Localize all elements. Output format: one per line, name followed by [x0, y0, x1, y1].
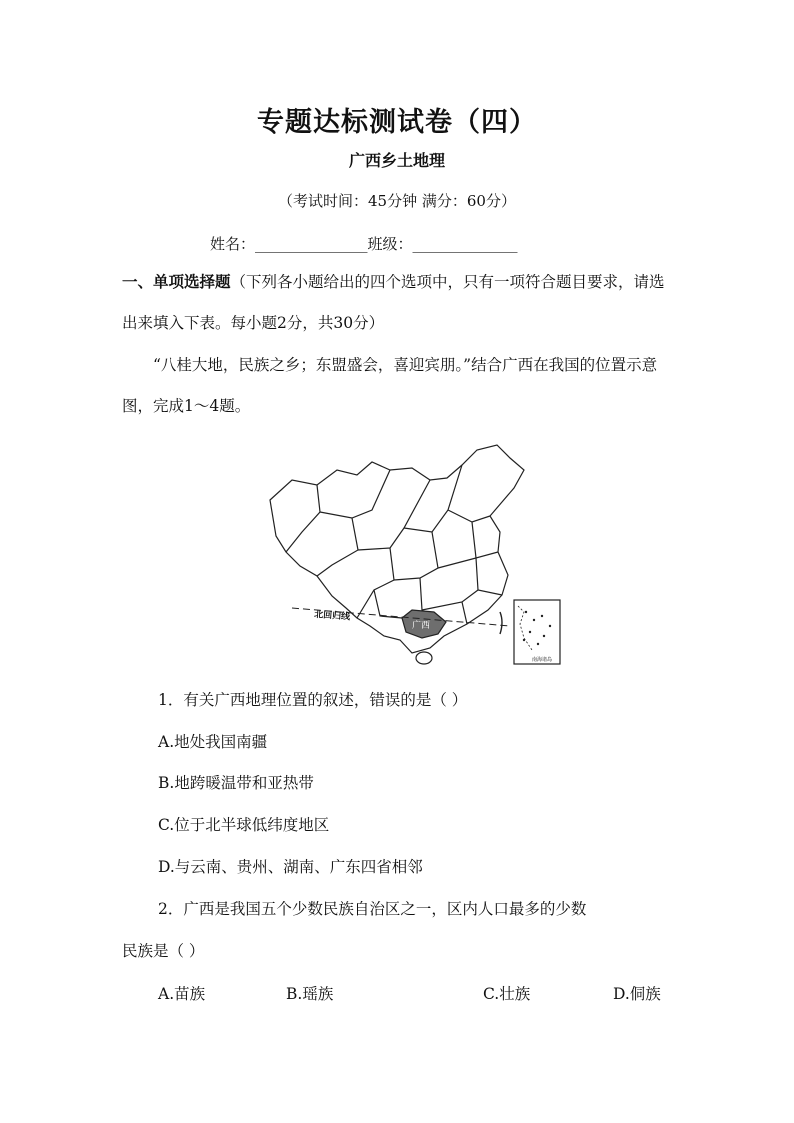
name-blank: _______________ — [255, 235, 368, 253]
question-2-option-b: B.瑶族 — [286, 985, 334, 1003]
question-1-option-c: C.位于北半球低纬度地区 — [158, 816, 330, 834]
map-intro-paragraph: “八桂大地，民族之乡；东盟盛会，喜迎宾朋。”结合广西在我国的位置示意图，完成1～4题。 — [122, 356, 658, 415]
south-china-sea-inset — [514, 600, 560, 664]
inset-label: 南海诸岛 — [532, 657, 553, 663]
question-1-option-a: A.地处我国南疆 — [158, 733, 268, 751]
question-1-option-b: B.地跨暖温带和亚热带 — [158, 774, 314, 792]
name-label: 姓名： — [210, 235, 256, 253]
exam-info: （考试时间：45分钟 满分：60分） — [278, 192, 516, 210]
question-2-option-c: C.壮族 — [483, 985, 531, 1003]
china-map-figure — [262, 440, 568, 668]
question-1-option-d: D.与云南、贵州、湖南、广东四省相邻 — [158, 858, 423, 876]
china-outline — [270, 445, 524, 653]
name-class-row — [210, 233, 518, 254]
question-2-stem-line2: 民族是（ ） — [122, 942, 205, 960]
section-heading: 一、单项选择题 — [122, 273, 231, 291]
tropic-label: 北回归线 — [313, 610, 351, 623]
question-1-stem: 1．有关广西地理位置的叙述，错误的是（ ） — [158, 691, 468, 709]
question-2-option-d: D.侗族 — [613, 985, 661, 1003]
taiwan-island — [500, 612, 502, 634]
section-instructions — [122, 262, 678, 344]
hainan-island — [416, 652, 432, 664]
question-2-option-a: A.苗族 — [158, 985, 206, 1003]
china-map — [262, 440, 568, 668]
question-2-stem-line1: 2．广西是我国五个少数民族自治区之一，区内人口最多的少数 — [158, 900, 587, 918]
page-subtitle: 广西乡土地理 — [348, 151, 445, 170]
page-title: 专题达标测试卷（四） — [257, 107, 537, 138]
class-label: 班级： — [367, 235, 413, 253]
class-blank: ______________ — [412, 235, 518, 253]
section-instruction-text: （下列各小题给出的四个选项中，只有一项符合题目要求，请选出来填入下表。每小题2分，共30分） — [122, 273, 665, 332]
guangxi-label: 广西 — [412, 621, 431, 631]
